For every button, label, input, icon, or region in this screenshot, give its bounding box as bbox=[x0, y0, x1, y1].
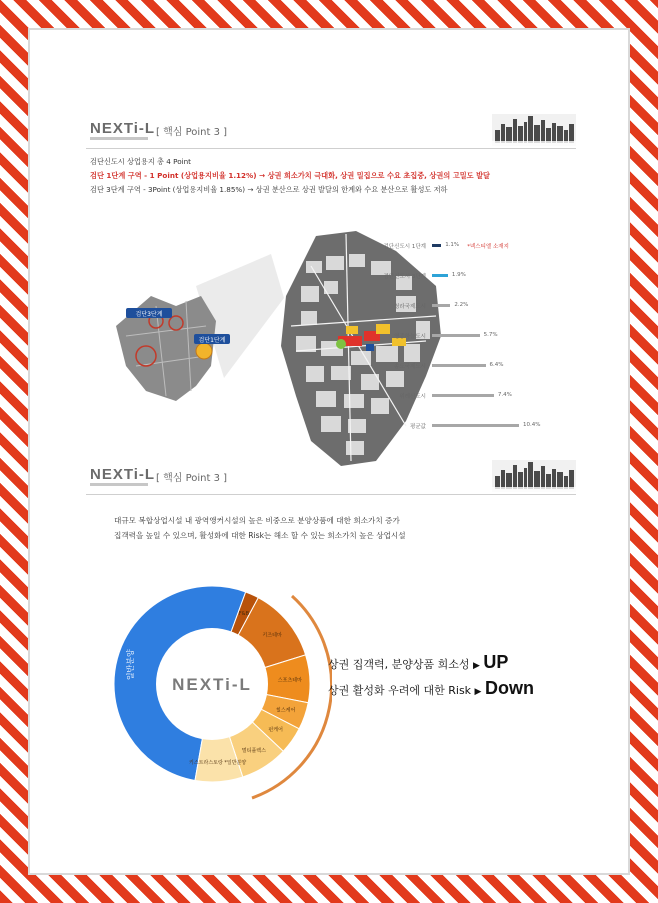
bar-value-label: 2.2% bbox=[454, 302, 469, 308]
district-map bbox=[106, 226, 451, 471]
bar bbox=[432, 394, 494, 397]
bar-value-label: 1.1% bbox=[445, 242, 460, 248]
donut-slice-label: 펀케어 bbox=[268, 727, 283, 734]
donut-slice-label: 멀티플렉스 bbox=[241, 747, 266, 754]
donut-slice-label: 키스트라스토랑 *일반분양 bbox=[189, 759, 247, 766]
bar bbox=[432, 364, 486, 367]
statement-down-text: 상권 활성화 우려에 대한 Risk bbox=[328, 684, 472, 697]
section2-line2: 집객력을 높일 수 있으며, 활성화에 대한 Risk는 해소 할 수 있는 희소가치 높은 상업시설 bbox=[114, 531, 406, 540]
bar-category-label: 검단신도시 3단계 bbox=[383, 274, 426, 280]
bar-category-label: 검단신도시 1단계 bbox=[383, 244, 426, 250]
bar-value-label: 1.9% bbox=[451, 272, 466, 278]
header-tag: [ 핵심 Point 3 ] bbox=[156, 127, 228, 138]
donut-slice-label: F&B bbox=[238, 610, 250, 617]
tenant-mix-donut-chart bbox=[92, 566, 332, 806]
section2-line1: 대규모 복합상업시설 내 광역앵커시설의 높은 비중으로 분양상품에 대한 희소가치 증가 bbox=[114, 516, 400, 525]
bar-value-label: 10.4% bbox=[522, 422, 541, 428]
bar bbox=[432, 334, 480, 337]
statement-up-emph: UP bbox=[483, 652, 509, 672]
bar-category-label: 평균값 bbox=[410, 424, 426, 430]
bar bbox=[432, 274, 448, 277]
statement-down bbox=[328, 678, 534, 699]
donut-center-logo: NEXTi-L bbox=[172, 675, 252, 694]
bar-value-label: 7.4% bbox=[497, 392, 512, 398]
section1-title: 검단신도시 상업용지 총 4 Point bbox=[90, 157, 191, 166]
skyline-image-2 bbox=[492, 460, 576, 492]
bar-category-label: 위례신도시 bbox=[399, 394, 426, 400]
bar-annotation: *넥스티엘 소재지 bbox=[467, 244, 509, 250]
brand-logo: NEXTi-L bbox=[90, 120, 156, 137]
statement-up bbox=[328, 652, 508, 673]
page-content bbox=[30, 30, 628, 873]
arrow-right-icon: ▶ bbox=[474, 687, 482, 697]
bar-category-label: 송도국제도시 bbox=[394, 364, 426, 370]
bar-value-label: 5.7% bbox=[483, 332, 498, 338]
donut-slice-label: 힐스케어 bbox=[276, 707, 296, 714]
skyline-image bbox=[492, 114, 576, 146]
arrow-right-icon: ▶ bbox=[473, 661, 480, 671]
logo-underline bbox=[90, 137, 148, 140]
brand-logo-2: NEXTi-L bbox=[90, 466, 156, 483]
donut-slice-label: 키즈테마 bbox=[262, 632, 282, 639]
donut-slice-label: 스포츠테마 bbox=[277, 677, 302, 684]
statement-up-text: 상권 집객력, 분양상품 희소성 bbox=[328, 658, 470, 671]
bar-category-label: 영종하늘도시 bbox=[394, 334, 426, 340]
section1-highlight-line: 검단 1단계 구역 - 1 Point (상업용지비율 1.12%) → 상권 희소가치 극대화, 상권 밀집으로 수요 초집중, 상권의 고밀도 발달 bbox=[90, 171, 490, 180]
header-tag-2: [ 핵심 Point 3 ] bbox=[156, 473, 228, 484]
map-label-stage1: 검단1단계 bbox=[198, 337, 226, 344]
section1-line3: 검단 3단계 구역 - 3Point (상업용지비율 1.85%) → 상권 분산으로 상권 발달의 한계와 수요 분산으로 활성도 저하 bbox=[90, 185, 448, 194]
bar bbox=[432, 304, 450, 307]
statement-down-emph: Down bbox=[484, 678, 534, 698]
bar bbox=[432, 244, 441, 247]
bar-category-label: 청라국제도시 bbox=[394, 304, 426, 310]
bar-value-label: 6.4% bbox=[489, 362, 504, 368]
section-header-2 bbox=[86, 462, 576, 495]
bar bbox=[432, 424, 519, 427]
donut-slice-label: 일반분양 bbox=[125, 649, 135, 681]
map-label-stage3: 검단3단계 bbox=[135, 311, 163, 318]
logo-underline-2 bbox=[90, 483, 148, 486]
section-header bbox=[86, 116, 576, 149]
